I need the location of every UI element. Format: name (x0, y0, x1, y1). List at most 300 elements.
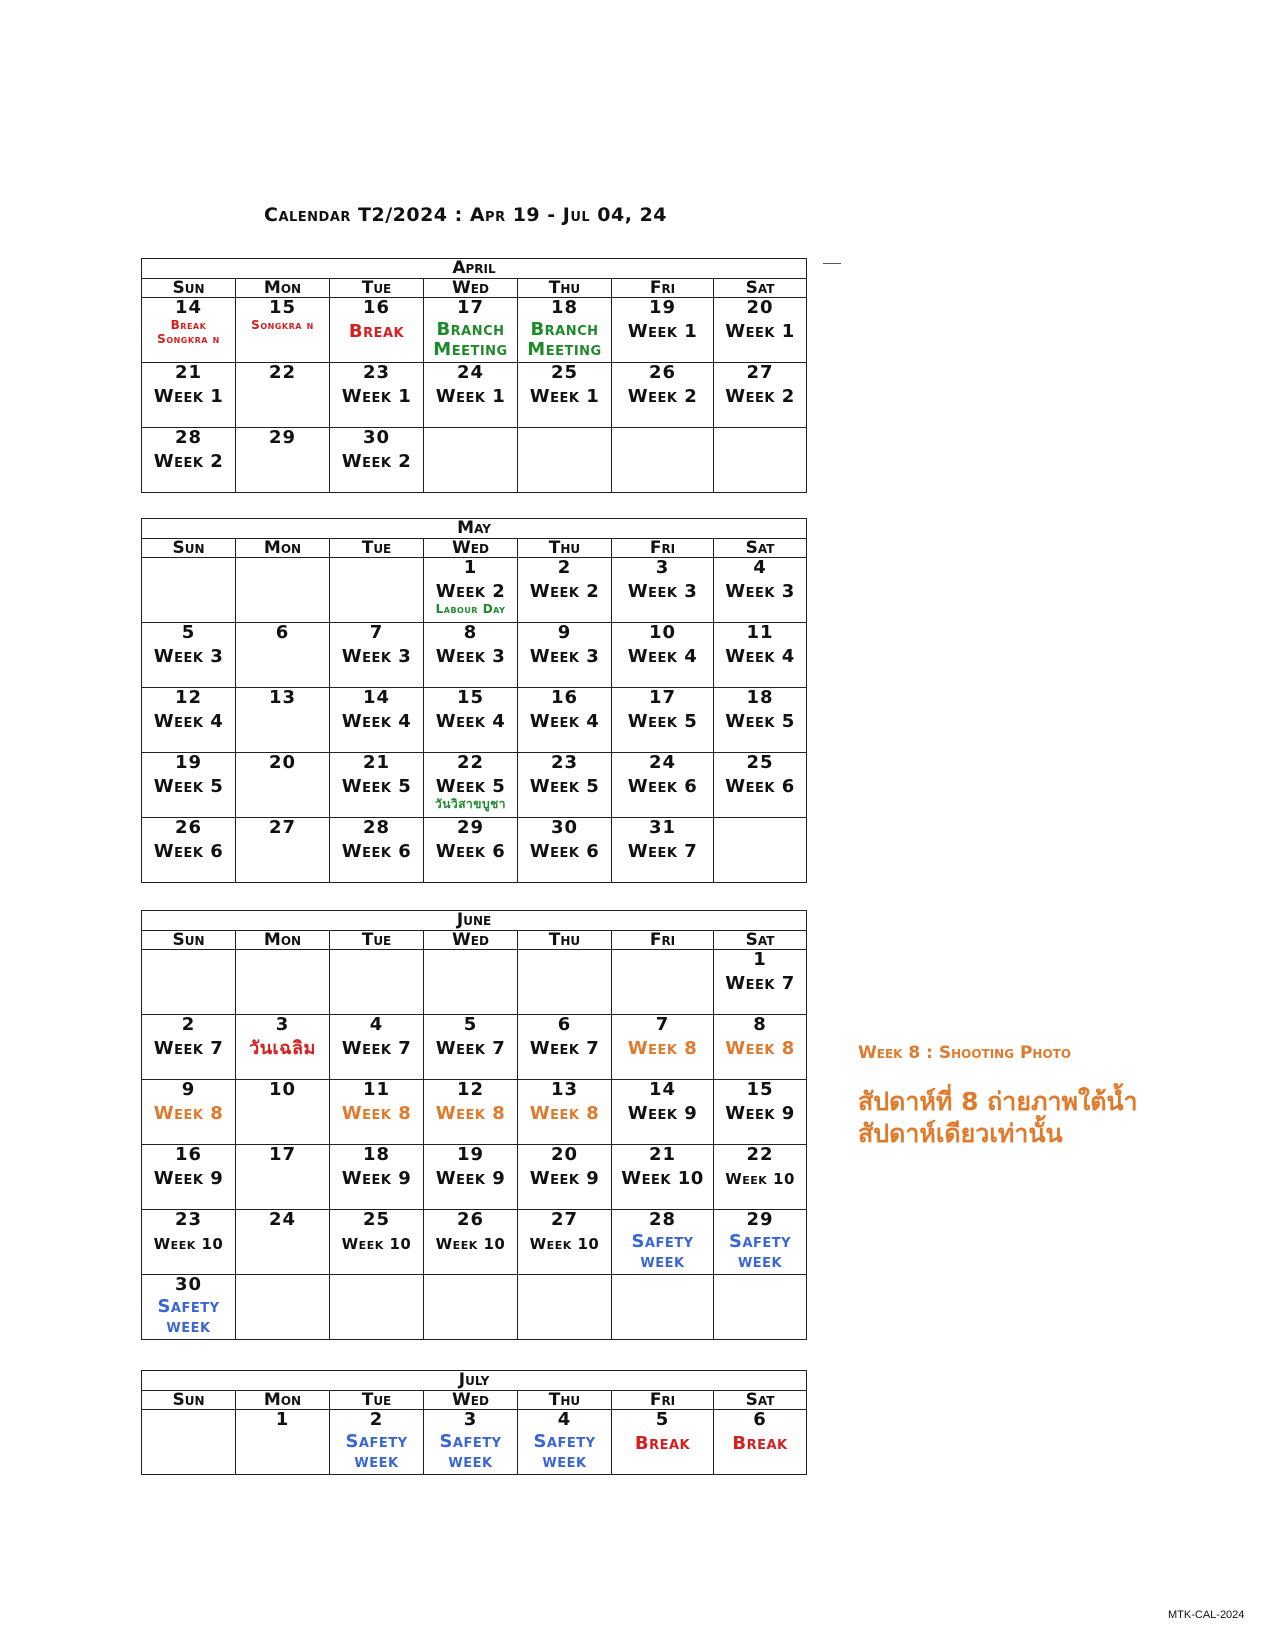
day-cell (714, 428, 807, 493)
day-label: Week 5 (725, 711, 795, 732)
week-row (142, 363, 807, 428)
day-number: 2 (369, 1409, 384, 1430)
day-cell (424, 688, 518, 753)
day-header: Sun (142, 539, 236, 558)
day-cell (518, 558, 612, 623)
june-table (141, 910, 807, 1340)
day-number: 12 (456, 1079, 485, 1100)
day-number: 15 (268, 297, 297, 318)
day-cell (330, 558, 424, 623)
day-cell (330, 950, 424, 1015)
day-label: Safety week (157, 1296, 220, 1337)
day-header: Thu (518, 279, 612, 298)
day-cell (424, 1410, 518, 1475)
day-label: Week 1 (153, 386, 224, 407)
day-label: Week 2 (725, 386, 795, 407)
day-header: Thu (518, 539, 612, 558)
day-label: Week 8 (341, 1103, 412, 1124)
day-cell (612, 428, 714, 493)
week-row (142, 623, 807, 688)
day-number: 1 (275, 1409, 290, 1430)
day-label: Week 10 (621, 1168, 704, 1189)
day-label: Week 10 (435, 1235, 506, 1253)
day-number: 17 (268, 1144, 297, 1165)
day-cell (424, 1275, 518, 1340)
day-cell (330, 1410, 424, 1475)
day-header: Tue (330, 1391, 424, 1410)
day-number: 19 (174, 752, 203, 773)
day-header: Sat (714, 279, 807, 298)
day-number: 6 (557, 1014, 572, 1035)
day-cell (714, 688, 807, 753)
day-number: 21 (362, 752, 391, 773)
day-number: 10 (268, 1079, 297, 1100)
day-label: Break (170, 318, 207, 332)
day-label: Week 6 (529, 841, 600, 862)
day-label: Week 1 (435, 386, 506, 407)
day-number: 15 (746, 1079, 774, 1100)
day-header: Mon (236, 279, 330, 298)
day-cell (612, 1080, 714, 1145)
day-number: 20 (746, 297, 774, 318)
day-header: Wed (424, 539, 518, 558)
week-row (142, 428, 807, 493)
day-header: Wed (424, 279, 518, 298)
day-cell (424, 1210, 518, 1275)
day-cell (142, 428, 236, 493)
day-header: Fri (612, 1391, 714, 1410)
day-label: Week 2 (153, 451, 224, 472)
day-cell (330, 428, 424, 493)
day-label: Break (634, 1433, 691, 1454)
day-label: Week 5 (153, 776, 224, 797)
day-label: Week 3 (725, 581, 795, 602)
day-header: Wed (424, 931, 518, 950)
day-cell (424, 623, 518, 688)
day-cell (142, 1145, 236, 1210)
day-label: Safety week (533, 1431, 596, 1472)
day-label: Break (348, 321, 405, 342)
day-cell (518, 1080, 612, 1145)
day-cell (142, 1015, 236, 1080)
week-row (142, 1275, 807, 1340)
day-number: 18 (550, 297, 579, 318)
day-number: 25 (746, 752, 774, 773)
day-cell (424, 363, 518, 428)
day-cell (236, 1145, 330, 1210)
day-number: 18 (362, 1144, 391, 1165)
day-cell (518, 1015, 612, 1080)
day-number: 11 (746, 622, 774, 643)
day-cell (142, 558, 236, 623)
day-header: Fri (612, 279, 714, 298)
day-label: Week 9 (529, 1168, 600, 1189)
day-cell (330, 623, 424, 688)
day-cell (142, 363, 236, 428)
week-row (142, 818, 807, 883)
day-cell (330, 1015, 424, 1080)
day-cell (330, 1080, 424, 1145)
day-number: 10 (648, 622, 677, 643)
day-label: Branch Meeting (527, 319, 602, 360)
day-cell (330, 1145, 424, 1210)
day-cell (330, 688, 424, 753)
day-cell (236, 688, 330, 753)
day-cell (518, 688, 612, 753)
day-label: Week 5 (341, 776, 412, 797)
holiday-label: วันวิสาขบูชา (435, 797, 506, 811)
day-label: Break (732, 1433, 788, 1454)
day-number: 6 (753, 1409, 767, 1430)
day-cell (424, 558, 518, 623)
day-label: Week 3 (627, 581, 698, 602)
day-header: Thu (518, 931, 612, 950)
day-cell (424, 428, 518, 493)
week-row (142, 1410, 807, 1475)
day-number: 1 (753, 949, 767, 970)
day-number: 23 (550, 752, 579, 773)
day-header: Tue (330, 279, 424, 298)
week-row (142, 1145, 807, 1210)
day-cell (518, 623, 612, 688)
day-number: 5 (463, 1014, 478, 1035)
day-cell (518, 950, 612, 1015)
day-cell (518, 1275, 612, 1340)
day-label: Week 10 (341, 1235, 412, 1253)
month-name: April (142, 259, 807, 279)
day-header: Thu (518, 1391, 612, 1410)
day-header: Fri (612, 931, 714, 950)
day-number: 15 (456, 687, 485, 708)
day-cell (714, 1015, 807, 1080)
week-row (142, 753, 807, 818)
day-number: 17 (648, 687, 677, 708)
day-number: 24 (648, 752, 677, 773)
day-number: 30 (550, 817, 579, 838)
day-label: Songkra n (157, 332, 220, 346)
day-cell (236, 363, 330, 428)
day-number: 16 (362, 297, 391, 318)
day-cell (424, 950, 518, 1015)
month-name: June (142, 911, 807, 931)
footer-code: MTK-CAL-2024 (1168, 1609, 1245, 1621)
week-row (142, 688, 807, 753)
day-label: Week 9 (341, 1168, 412, 1189)
day-cell (330, 818, 424, 883)
day-cell (142, 818, 236, 883)
day-label: Week 4 (627, 646, 698, 667)
day-label: Week 6 (153, 841, 224, 862)
day-label: Week 8 (435, 1103, 506, 1124)
day-cell (518, 753, 612, 818)
day-label: Week 10 (725, 1170, 795, 1188)
day-cell (142, 950, 236, 1015)
holiday-label: Labour Day (435, 602, 506, 616)
month-name: July (142, 1371, 807, 1391)
day-label: Week 7 (529, 1038, 600, 1059)
day-label: Week 4 (341, 711, 412, 732)
day-number: 27 (746, 362, 774, 383)
month-name: May (142, 519, 807, 539)
day-label: Week 1 (341, 386, 412, 407)
day-cell (518, 1410, 612, 1475)
day-cell (330, 753, 424, 818)
day-cell (612, 1015, 714, 1080)
day-cell (236, 1210, 330, 1275)
week-row (142, 558, 807, 623)
day-cell (612, 950, 714, 1015)
day-label: Safety week (631, 1231, 694, 1272)
day-label: Week 2 (435, 581, 506, 602)
day-cell (236, 1275, 330, 1340)
day-number: 18 (746, 687, 774, 708)
day-label: Week 4 (153, 711, 224, 732)
day-header: Mon (236, 539, 330, 558)
day-header: Mon (236, 931, 330, 950)
day-number: 24 (456, 362, 485, 383)
week-row (142, 950, 807, 1015)
day-label: Week 1 (725, 321, 795, 342)
day-number: 23 (174, 1209, 203, 1230)
day-label: Week 7 (435, 1038, 506, 1059)
day-number: 14 (648, 1079, 677, 1100)
day-label: Week 6 (725, 776, 795, 797)
day-number: 13 (268, 687, 297, 708)
day-number: 4 (369, 1014, 384, 1035)
day-number: 5 (181, 622, 196, 643)
calendar-title: Calendar T2/2024 : Apr 19 - Jul 04, 24 (264, 204, 668, 226)
day-cell (236, 753, 330, 818)
day-number: 29 (746, 1209, 774, 1230)
day-number: 28 (648, 1209, 677, 1230)
day-cell (518, 363, 612, 428)
day-label: Week 9 (627, 1103, 698, 1124)
day-label: Week 8 (153, 1103, 224, 1124)
day-label: Week 5 (435, 776, 506, 797)
day-cell (236, 1015, 330, 1080)
day-number: 9 (557, 622, 572, 643)
day-label: Week 9 (435, 1168, 506, 1189)
day-cell (424, 818, 518, 883)
day-number: 14 (174, 297, 203, 318)
day-header: Sun (142, 1391, 236, 1410)
day-label: Week 8 (627, 1038, 698, 1059)
may-table (141, 518, 807, 883)
day-cell (424, 1015, 518, 1080)
day-label: Week 8 (725, 1038, 795, 1059)
day-label: Safety week (345, 1431, 408, 1472)
day-cell (612, 558, 714, 623)
day-cell (424, 1145, 518, 1210)
day-label: Week 2 (529, 581, 600, 602)
day-cell (714, 950, 807, 1015)
day-cell (142, 688, 236, 753)
day-header: Tue (330, 931, 424, 950)
day-label: Week 3 (153, 646, 224, 667)
day-label: Week 6 (435, 841, 506, 862)
day-label: Week 5 (627, 711, 698, 732)
day-number: 6 (275, 622, 290, 643)
day-number: 8 (753, 1014, 767, 1035)
day-number: 3 (655, 557, 670, 578)
day-number: 21 (648, 1144, 677, 1165)
april-table (141, 258, 807, 493)
day-number: 22 (456, 752, 485, 773)
day-cell (612, 1210, 714, 1275)
day-label: Week 3 (341, 646, 412, 667)
day-number: 24 (268, 1209, 297, 1230)
day-cell (424, 753, 518, 818)
day-number: 31 (648, 817, 677, 838)
week8-note: Week 8 : Shooting Photo (858, 1043, 1072, 1063)
day-cell (714, 1080, 807, 1145)
day-cell (142, 1410, 236, 1475)
day-number: 19 (456, 1144, 485, 1165)
day-number: 22 (746, 1144, 774, 1165)
day-number: 19 (648, 297, 677, 318)
day-cell (612, 1145, 714, 1210)
day-label: Week 7 (153, 1038, 224, 1059)
day-cell (714, 1145, 807, 1210)
day-label: Week 10 (153, 1235, 224, 1253)
day-number: 26 (174, 817, 203, 838)
day-number: 29 (456, 817, 485, 838)
day-label: Songkra n (251, 318, 314, 332)
day-cell (714, 623, 807, 688)
day-label: Week 8 (529, 1103, 600, 1124)
day-cell (714, 363, 807, 428)
day-number: 28 (174, 427, 203, 448)
day-label: Week 7 (341, 1038, 412, 1059)
day-cell (714, 753, 807, 818)
day-label: Week 2 (341, 451, 412, 472)
day-cell (714, 1210, 807, 1275)
day-number: 4 (557, 1409, 572, 1430)
day-cell (330, 298, 424, 363)
day-cell (236, 1410, 330, 1475)
day-number: 28 (362, 817, 391, 838)
day-label: Week 3 (529, 646, 600, 667)
day-number: 2 (181, 1014, 196, 1035)
day-number: 3 (275, 1014, 290, 1035)
day-number: 25 (362, 1209, 391, 1230)
day-label: Week 4 (529, 711, 600, 732)
day-label: Week 9 (153, 1168, 224, 1189)
day-number: 7 (369, 622, 384, 643)
day-number: 22 (268, 362, 297, 383)
day-number: 5 (655, 1409, 670, 1430)
day-cell (142, 1080, 236, 1145)
week-row (142, 1015, 807, 1080)
day-cell (236, 818, 330, 883)
day-header: Fri (612, 539, 714, 558)
day-label: Week 2 (627, 386, 698, 407)
day-number: 20 (268, 752, 297, 773)
day-cell (142, 753, 236, 818)
day-number: 25 (550, 362, 579, 383)
day-label: Week 6 (627, 776, 698, 797)
day-label: Week 7 (725, 973, 795, 994)
day-cell (236, 428, 330, 493)
day-cell (142, 623, 236, 688)
day-label: Week 7 (627, 841, 698, 862)
day-number: 23 (362, 362, 391, 383)
day-cell (518, 1145, 612, 1210)
day-cell (612, 363, 714, 428)
day-label: Branch Meeting (433, 319, 508, 360)
day-cell (424, 1080, 518, 1145)
thai-note: สัปดาห์ที่ 8 ถ่ายภาพใต้น้ำ สัปดาห์เดียวเท่านั้น (858, 1087, 1138, 1148)
day-cell (236, 298, 330, 363)
day-number: 27 (550, 1209, 579, 1230)
day-number: 11 (362, 1079, 391, 1100)
day-number: 9 (181, 1079, 196, 1100)
day-cell (236, 558, 330, 623)
day-cell (518, 818, 612, 883)
day-cell (714, 558, 807, 623)
day-label: Week 9 (725, 1103, 795, 1124)
day-cell (142, 1275, 236, 1340)
day-cell (330, 1275, 424, 1340)
day-label: Week 4 (435, 711, 506, 732)
day-label: Week 6 (341, 841, 412, 862)
day-number: 30 (362, 427, 391, 448)
day-cell (714, 818, 807, 883)
week-row (142, 1210, 807, 1275)
day-number: 16 (174, 1144, 203, 1165)
day-cell (236, 1080, 330, 1145)
day-cell (612, 623, 714, 688)
day-number: 4 (753, 557, 767, 578)
divider-mark (823, 263, 841, 264)
day-cell (612, 1410, 714, 1475)
day-cell (714, 1275, 807, 1340)
day-cell (612, 753, 714, 818)
day-number: 13 (550, 1079, 579, 1100)
day-number: 7 (655, 1014, 670, 1035)
day-number: 14 (362, 687, 391, 708)
day-label: Week 1 (529, 386, 600, 407)
day-header: Mon (236, 1391, 330, 1410)
day-header: Sun (142, 931, 236, 950)
day-number: 30 (174, 1274, 203, 1295)
day-label: Week 5 (529, 776, 600, 797)
day-cell (612, 1275, 714, 1340)
day-number: 20 (550, 1144, 579, 1165)
day-label: Week 4 (725, 646, 795, 667)
day-cell (714, 298, 807, 363)
day-cell (424, 298, 518, 363)
day-cell (142, 298, 236, 363)
day-number: 2 (557, 557, 572, 578)
day-number: 26 (456, 1209, 485, 1230)
day-cell (330, 363, 424, 428)
day-label: วันเฉลิม (249, 1038, 316, 1059)
day-header: Sat (714, 1391, 807, 1410)
day-header: Sat (714, 539, 807, 558)
day-cell (612, 688, 714, 753)
day-cell (714, 1410, 807, 1475)
day-label: Week 1 (627, 321, 698, 342)
july-table (141, 1370, 807, 1475)
day-number: 16 (550, 687, 579, 708)
day-number: 1 (463, 557, 478, 578)
day-cell (330, 1210, 424, 1275)
day-cell (236, 623, 330, 688)
day-cell (518, 428, 612, 493)
day-header: Sun (142, 279, 236, 298)
day-label: Week 10 (529, 1235, 600, 1253)
